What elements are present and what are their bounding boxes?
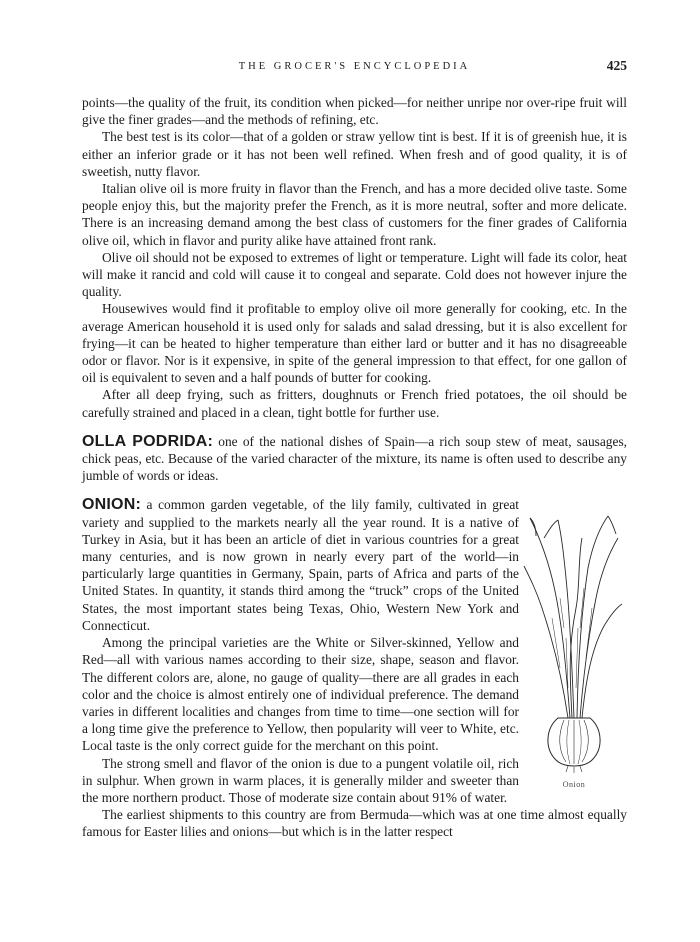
paragraph: Olive oil should not be exposed to extremes of light or temperature. Light will fade its color, heat will make it rancid and cold will cause it to congeal and separate. Cold does not however injure the quality. xyxy=(82,249,627,300)
paragraph: points—the quality of the fruit, its condition when picked—for neither unripe nor over-ripe fruit will give the finer grades—and the methods of refining, etc. xyxy=(82,95,627,128)
running-title: THE GROCER'S ENCYCLOPEDIA xyxy=(238,61,471,72)
paragraph: After all deep frying, such as fritters, doughnuts or French fried potatoes, the oil should be carefully strained and placed in a clean, tight bottle for further use. xyxy=(82,387,627,420)
entry-olla-podrida xyxy=(82,433,627,485)
page-number: 425 xyxy=(606,58,627,73)
onion-illustration xyxy=(522,508,626,773)
paragraph: Italian olive oil is more fruity in flavor than the French, and has a more decided olive taste. Some people enjoy this, but the majority prefer the French, as it is more neutral, softer and more delicate. There is an increasing demand among the best class of customers for the finer grades of California olive oil, which in flavor and purity alike have attained front rank. xyxy=(82,181,627,248)
olive-oil-continuation xyxy=(82,94,627,421)
entry-text: one of the national dishes of Spain—a rich soup stew of meat, sausages, chick peas, etc. Because of the varied character of the mixture, its name is often used to describe any jumble of words or ideas. xyxy=(82,433,628,484)
running-head xyxy=(82,58,627,78)
onion-figure xyxy=(522,508,626,789)
paragraph: The best test is its color—that of a golden or straw yellow tint is best. If it is of greenish hue, it is either an inferior grade or it has not been well refined. When fresh and of good quality, it is of sweetish, nutty flavor. xyxy=(82,129,627,179)
paragraph: The earliest shipments to this country are from Bermuda—which was at one time almost equally famous for Easter lilies and onions—but which is in the latter respect xyxy=(82,807,627,840)
entry-text: a common garden vegetable, of the lily family, cultivated in great variety and supplied to the markets nearly all the year round. It is a native of Turkey in Asia, but it has been an article of diet in various countries for a great many centuries, and is now grown in nearly every part of the world—in particularly large quantities in Germany, Spain, parts of Africa and parts of the United States. In quantity, it stands third among the “truck” crops of the United States, the most important states being Texas, Ohio, Western New York and Connecticut. xyxy=(82,497,519,633)
paragraph: Housewives would find it profitable to employ olive oil more generally for cooking, etc. In the average American household it is used only for salads and salad dressing, but it is also excellent for frying—it can be heated to higher temperature than either lard or butter and it has no disagreeable odor or flavor. Nor is it expensive, in spite of the general impression to that effect, for one gallon of oil is equivalent to seven and a half pounds of butter for cooking. xyxy=(82,301,627,386)
entry-paragraph xyxy=(82,433,627,485)
paragraph: The strong smell and flavor of the onion is due to a pungent volatile oil, rich in sulphur. When grown in warm places, it is generally milder and sweeter than the more northern product. Those of moderate size contain about 91% of water. xyxy=(82,755,519,805)
entry-term: OLLA PODRIDA: xyxy=(82,432,214,450)
figure-caption: Onion xyxy=(562,780,586,789)
paragraph: Among the principal varieties are the White or Silver-skinned, Yellow and Red—all with various names according to their size, shape, season and flavor. The different colors are, alone, no gauge of quality—there are all grades in each color and the choice is almost entirely one of individual preference. The demand varies in different localities and changes from time to time—one section will for a long time give the preference to Yellow, then popularity will veer to White, etc. Local taste is the only correct guide for the merchant on this point. xyxy=(82,635,519,754)
entry-term: ONION: xyxy=(82,496,141,514)
